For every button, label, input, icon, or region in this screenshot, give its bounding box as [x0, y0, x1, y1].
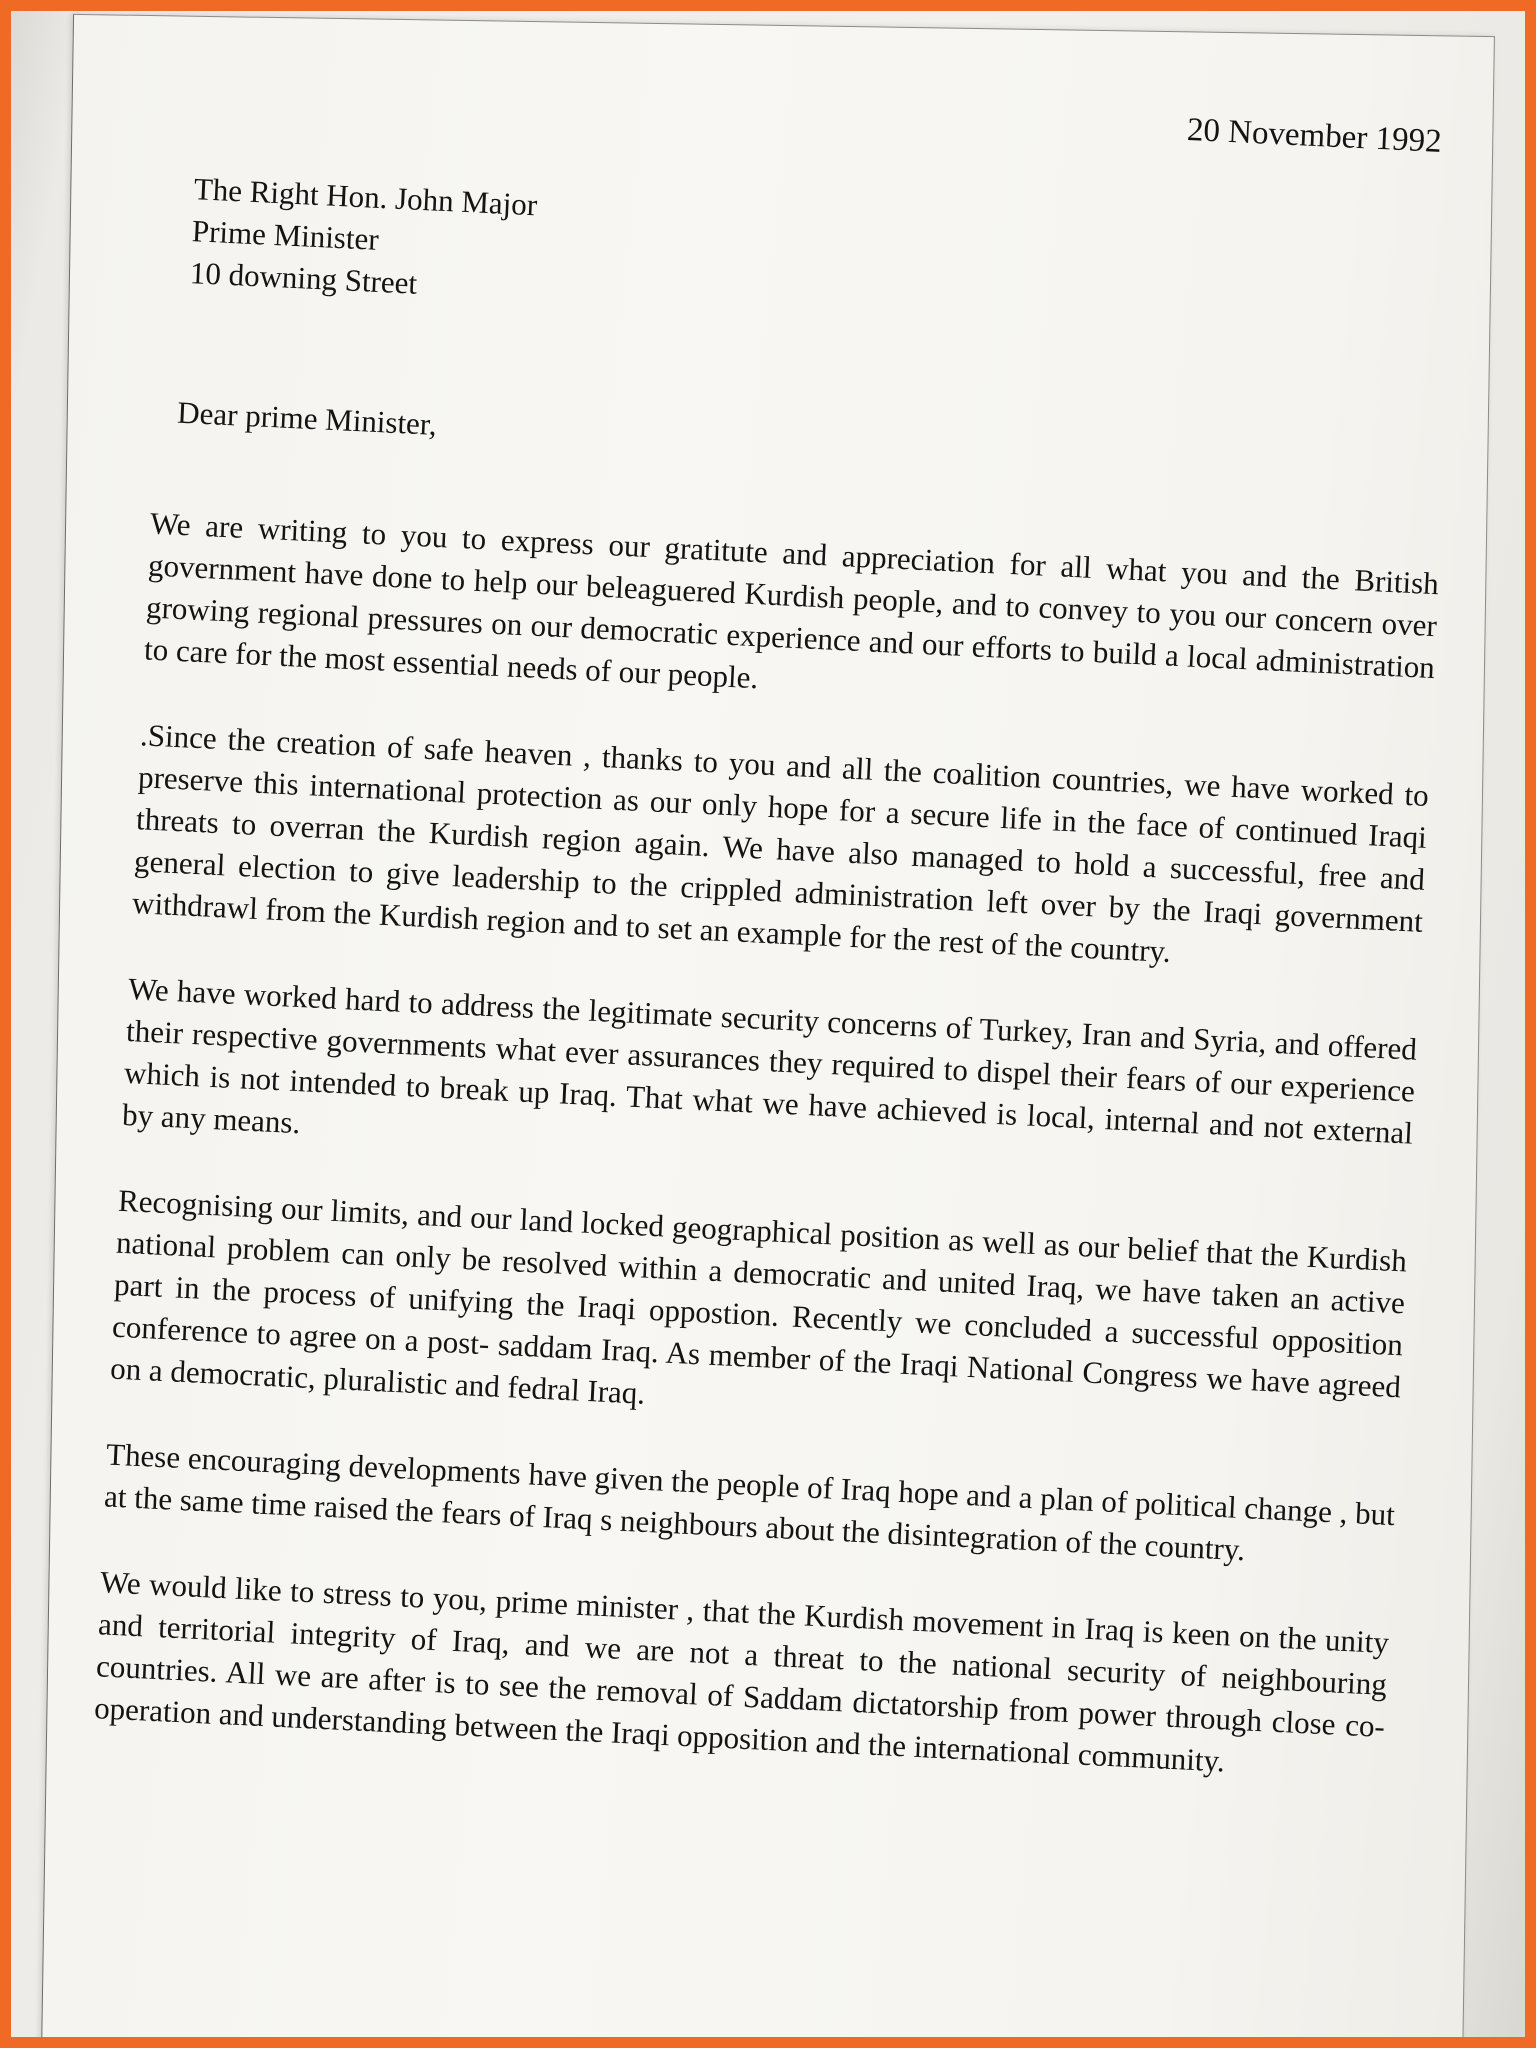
paragraph-unity: We would like to stress to you, prime minister , that the Kurdish movement in Iraq is keen on the unity and territorial integrity of Iraq, and we are not a threat to the national security of neighbouring countries. All we are after is to see the removal of Saddam dictatorship from power through close co-operation and understanding between the Iraqi opposition and the international community.: [93, 1564, 1390, 1779]
letter-date: 20 November 1992: [1186, 111, 1443, 160]
paragraph-safe-haven: .Since the creation of safe heaven , thanks to you and all the coalition countries, we have worked to preserve this international protection as our only hope for a secure life in the face of continued Iraqi threats to overran the Kurdish region again. We have also managed to hold a successful, free and general election to give leadership to the crippled administration left over by the Iraqi government withdrawl from the Kurdish region and to set an example for the rest of the country.: [131, 717, 1430, 970]
recipient-address: [189, 168, 538, 310]
recipient-title: Prime Minister: [191, 213, 380, 257]
recipient-name: The Right Hon. John Major: [193, 171, 538, 223]
paragraph-gratitude: We are writing to you to express our gratitute and appreciation for all what you and the British government have done to help our beleaguered Kurdish people, and to convey to you our concern over growing regional pressures on our democratic experience and our efforts to build a local administration to care for the most essential needs of our people.: [143, 505, 1440, 696]
recipient-street: 10 downing Street: [189, 255, 418, 301]
paragraph-security-concerns: We have worked hard to address the legitimate security concerns of Turkey, Iran and Syria, and offered their respective governments what ever assurances they required to dispel their fears of our experience which is not intended to break up Iraq. That what we have achieved is local, internal and not external by any means.: [121, 970, 1418, 1151]
letter-body: [91, 503, 1439, 1834]
letter-content: [93, 16, 1483, 1779]
salutation: Dear prime Minister,: [176, 394, 438, 442]
paragraph-developments: These encouraging developments have given the people of Iraq hope and a plan of political change , but at the same time raised the fears of Iraq s neighbours about the disintegration of the country.: [103, 1436, 1396, 1568]
paragraph-opposition: Recognising our limits, and our land locked geographical position as well as our belief that the Kurdish national problem can only be resolved within a democratic and united Iraq, we have taken an active part in the process of unifying the Iraqi oppostion. Recently we concluded a successful opposition conference to agree on a post- saddam Iraq. As member of the Iraqi National Congress we have agreed on a democratic, pluralistic and fedral Iraq.: [109, 1182, 1408, 1411]
letter-page: [41, 14, 1495, 2048]
